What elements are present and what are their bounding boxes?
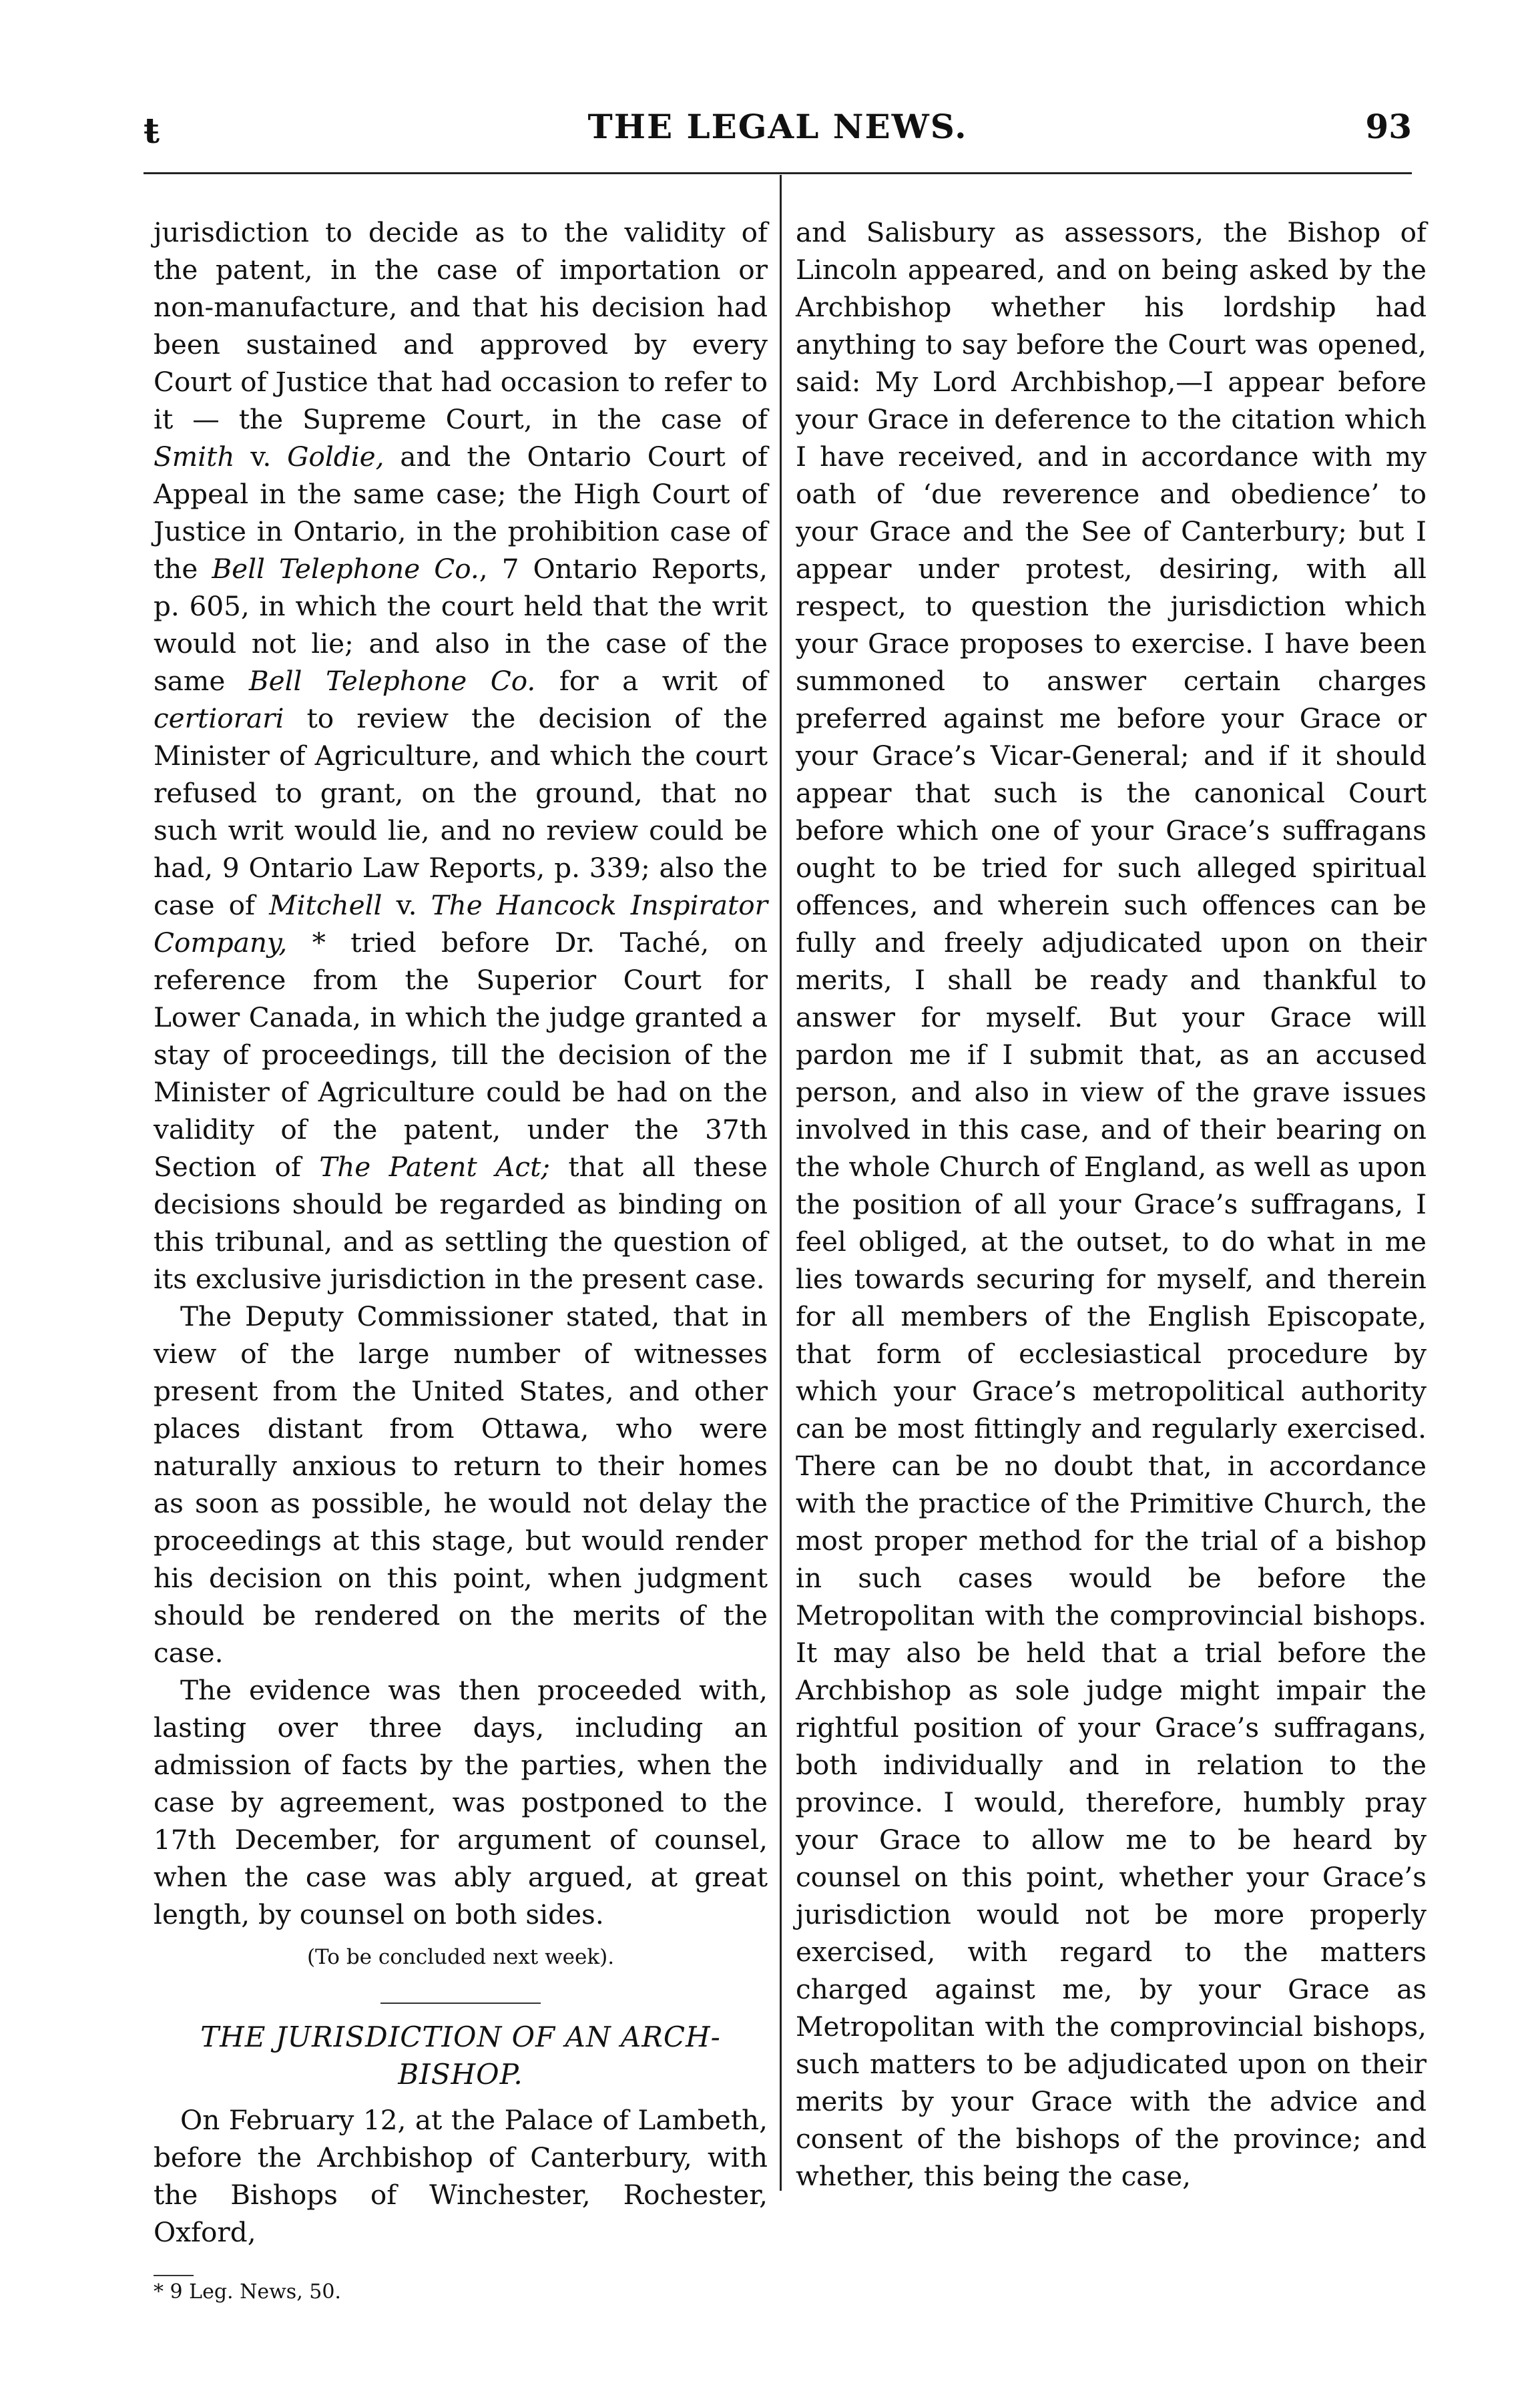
continuation-notice: (To be concluded next week). — [306, 1945, 615, 1969]
page-header — [144, 107, 1412, 160]
footnote-rule — [154, 2275, 194, 2276]
right-column — [796, 214, 1427, 2195]
column-divider — [780, 175, 782, 2191]
left-paragraph-4: On February 12, at the Palace of Lambeth, before the Archbishop of Canterbury, with the Bishops of Winchester, Rochester, Oxford, — [154, 2104, 768, 2248]
page-number: 93 — [1365, 107, 1412, 146]
right-paragraph-1: and Salisbury as assessors, the Bishop of Lincoln appeared, and on being asked by the Archbishop whether his lordship had anything to say before the Court was opened, said: My Lord Archbishop,—I appear before your Grace in deference to the citation which I have received, and in accordance with my oath of ‘due reverence and obedience’ to your Grace and the See of Canterbury; but I appear under protest, desiring, with all respect, to question the jurisdiction which your Grace proposes to exercise. I have been summoned to answer certain charges preferred against me before your Grace or your Grace’s Vicar-General; and if it should appear that such is the canonical Court before which one of your Grace’s suffragans ought to be tried for such alleged spiritual offences, and wherein such offences can be fully and freely adjudicated upon on their merits, I shall be ready and thankful to answer for myself. But your Grace will pardon me if I submit that, as an accused person, and also in view of the grave issues involved in this case, and of their bearing on the whole Church of England, as well as upon the position of all your Grace’s suffragans, I feel obliged, at the outset, to do what in me lies towards securing for myself, and therein for all members of the English Episcopate, that form of ecclesiastical procedure by which your Grace’s metropolitical authority can be most fittingly and regularly exercised. There can be no doubt that, in accordance with the practice of the Primitive Church, the most proper method for the trial of a bishop in such cases would be before the Metropolitan with the comprovincial bishops. It may also be held that a trial before the Archbishop as sole judge might impair the rightful position of your Grace’s suffragans, both individually and in relation to the province. I would, therefore, humbly pray your Grace to allow me to be heard by counsel on this point, whether your Grace’s jurisdiction would not be more properly exercised, with regard to the matters charged against me, by your Grace as Metropolitan with the comprovincial bishops, such matters to be adjudicated upon on their merits by your Grace with the advice and consent of the bishops of the province; and whether, this being the case, — [796, 216, 1427, 2192]
header-mark: ŧ — [144, 111, 160, 152]
left-paragraph-1: jurisdiction to decide as to the validity of the patent, in the case of importation or non-manufacture, and that his decision had been sustained and approved by every Court of Justice that had occasion to refer to it — the Supreme Court, in the case of Smith v. Goldie, and the Ontario Court of Appeal in the same case; the High Court of Justice in Ontario, in the prohibition case of the Bell Telephone Co., 7 Ontario Reports, p. 605, in which the court held that the writ would not lie; and also in the case of the same Bell Telephone Co. for a writ of certiorari to review the decision of the Minister of Agriculture, and which the court refused to grant, on the ground, that no such writ would lie, and no review could be had, 9 Ontario Law Reports, p. 339; also the case of Mitchell v. The Hancock Inspirator Company, * tried before Dr. Taché, on reference from the Superior Court for Lower Canada, in which the judge granted a stay of proceedings, till the decision of the Minister of Agriculture could be had on the validity of the patent, under the 37th Section of The Patent Act; that all these decisions should be regarded as binding on this tribunal, and as settling the question of its exclusive jurisdiction in the present case. — [154, 216, 768, 1295]
left-paragraph-2: The Deputy Commissioner stated, that in view of the large number of witnesses present from the United States, and other places distant from Ottawa, who were naturally anxious to return to their homes as soon as possible, he would not delay the proceedings at this stage, but would render his decision on this point, when judgment should be rendered on the merits of the case. — [154, 1300, 768, 1669]
article-title: THE JURISDICTION OF AN ARCH-BISHOP. — [200, 2021, 721, 2091]
section-separator — [380, 2003, 541, 2004]
left-column — [154, 214, 768, 2306]
header-rule — [144, 172, 1412, 174]
publication-title: THE LEGAL NEWS. — [587, 107, 968, 146]
footnote: * 9 Leg. News, 50. — [154, 2280, 341, 2304]
left-paragraph-3: The evidence was then proceeded with, lasting over three days, including an admission of facts by the parties, when the case by agreement, was postponed to the 17th December, for argument of counsel, when the case was ably argued, at great length, by counsel on both sides. — [154, 1674, 768, 1930]
